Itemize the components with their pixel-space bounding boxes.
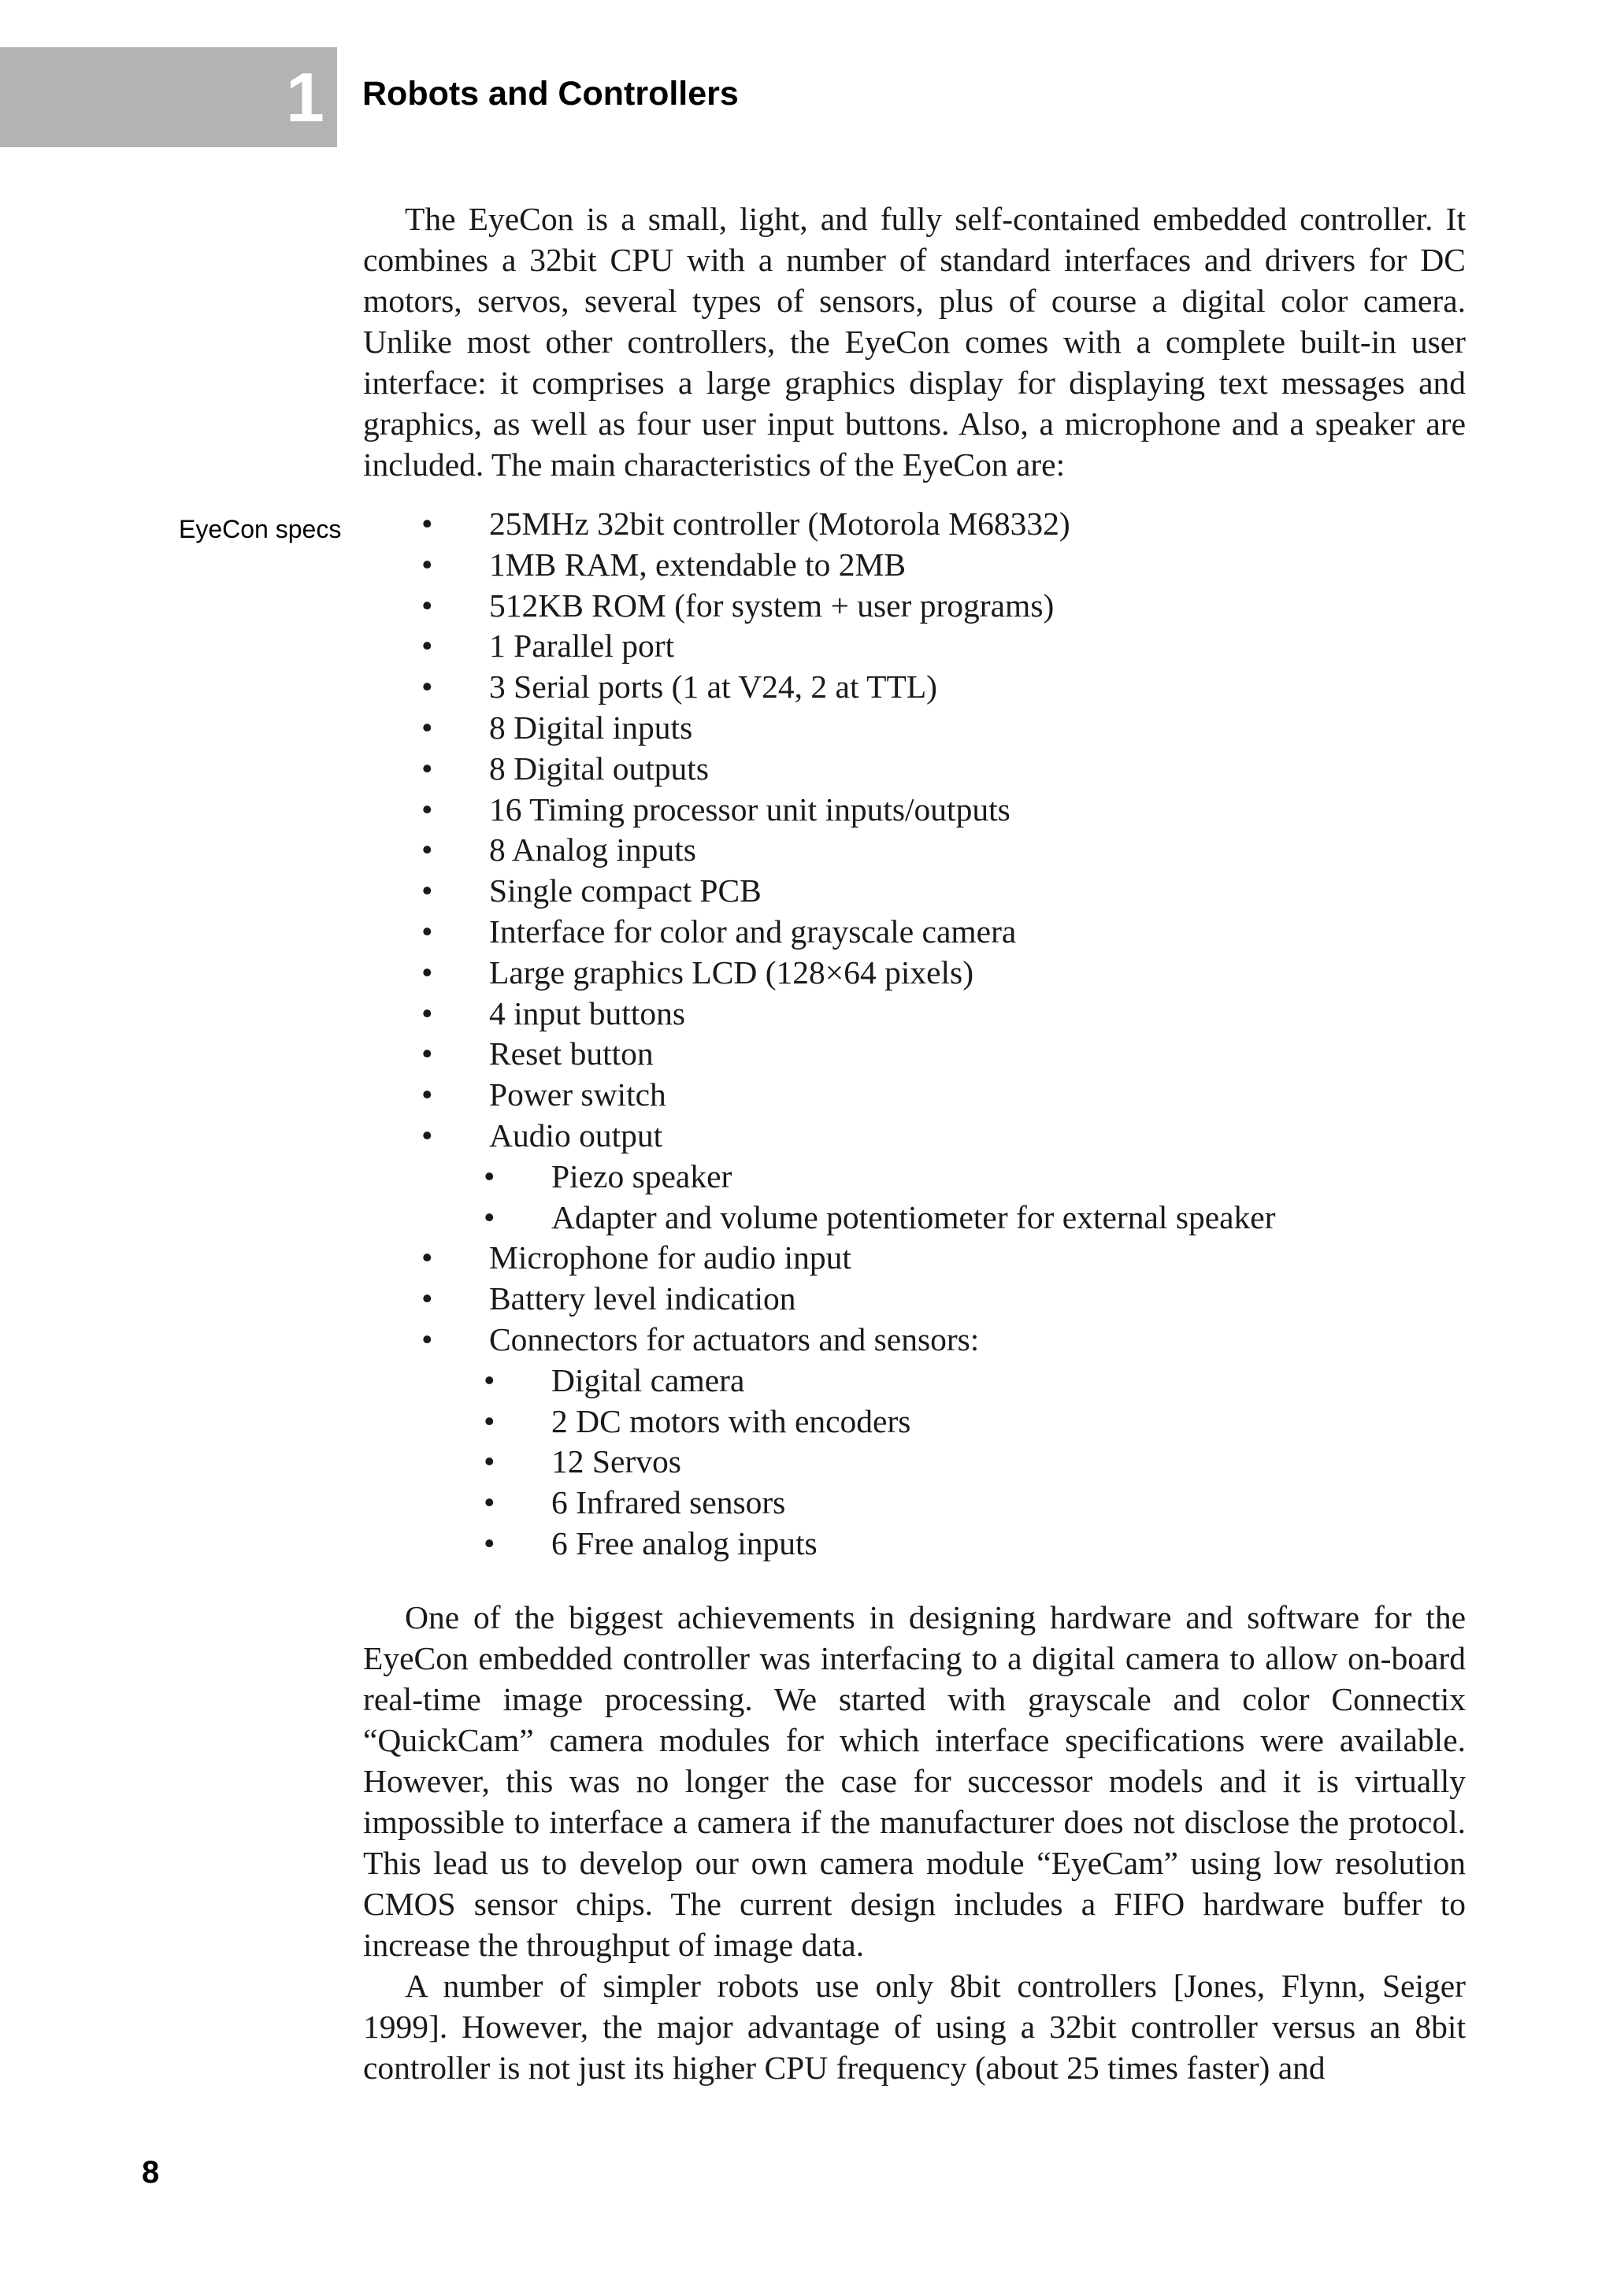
bullet: •	[421, 913, 433, 950]
spec-item: • Large graphics LCD (128×64 pixels)	[421, 953, 1445, 994]
page-number: 8	[142, 2155, 160, 2190]
spec-subitem: • Adapter and volume potentiometer for external speaker	[421, 1198, 1445, 1239]
bullet: •	[421, 668, 433, 705]
bullet: •	[484, 1198, 495, 1235]
bullet: •	[421, 831, 433, 868]
spec-item: • 16 Timing processor unit inputs/outputs	[421, 790, 1445, 831]
spec-item: • 8 Analog inputs	[421, 830, 1445, 871]
spec-item: • 8 Digital inputs	[421, 708, 1445, 749]
bullet: •	[421, 1117, 433, 1154]
bullet: •	[421, 994, 433, 1031]
spec-item: • 1MB RAM, extendable to 2MB	[421, 545, 1445, 586]
spec-subitem: • 12 Servos	[421, 1442, 1445, 1483]
bullet: •	[421, 709, 433, 746]
bullet: •	[421, 628, 433, 665]
chapter-title: Robots and Controllers	[362, 75, 739, 113]
chapter-tab	[0, 47, 337, 147]
intro-paragraph: The EyeCon is a small, light, and fully self-contained embedded controller. It combines a 32bit CPU with a number of standard interfaces and drivers for DC motors, servos, several types of sensors, plus of course a digital color camera. Unlike most other controllers, the EyeCon comes with a complete built-in user interface: it comprises a large graphics display for displaying text messages and graphics, as well as four user input buttons. Also, a microphone and a speaker are included. The main characteristics of the EyeCon are:	[363, 201, 1466, 483]
spec-item: • Reset button	[421, 1034, 1445, 1075]
bullet: •	[421, 546, 433, 583]
bullet: •	[484, 1443, 495, 1480]
spec-subitem: • 2 DC motors with encoders	[421, 1402, 1445, 1442]
spec-subitem: • 6 Free analog inputs	[421, 1524, 1445, 1565]
bullet: •	[421, 872, 433, 909]
bullet: •	[484, 1402, 495, 1439]
bullet: •	[421, 1076, 433, 1113]
margin-note: EyeCon specs	[179, 515, 342, 543]
spec-subitem: • Piezo speaker	[421, 1157, 1445, 1198]
spec-item: • 3 Serial ports (1 at V24, 2 at TTL)	[421, 667, 1445, 708]
spec-subitem: • 6 Infrared sensors	[421, 1483, 1445, 1524]
bullet: •	[421, 505, 433, 542]
spec-item: • Audio output	[421, 1116, 1445, 1157]
bullet: •	[421, 954, 433, 991]
bullet: •	[421, 1035, 433, 1072]
spec-item: • Power switch	[421, 1075, 1445, 1116]
spec-item: • 1 Parallel port	[421, 626, 1445, 667]
body-paragraph-camera: One of the biggest achievements in designing hardware and software for the EyeCon embedded controller was interfacing to a digital camera to allow on-board real-time image processing. We started with grayscale and color Connectix “QuickCam” camera modules for which interface specifications were available. However, this was no longer the case for successor models and it is virtually impossible to interface a camera if the manufacturer does not disclose the protocol. This lead us to develop our own camera module “EyeCam” using low resolution CMOS sensor chips. The current design includes a FIFO hardware buffer to increase the throughput of image data.	[363, 1599, 1466, 1963]
body-section	[363, 1597, 1466, 2088]
spec-item: • Microphone for audio input	[421, 1238, 1445, 1279]
spec-item: • 512KB ROM (for system + user programs)	[421, 586, 1445, 627]
bullet: •	[484, 1484, 495, 1521]
bullet: •	[484, 1361, 495, 1398]
bullet: •	[421, 1239, 433, 1276]
spec-item: • 4 input buttons	[421, 994, 1445, 1035]
body-paragraph-controllers: A number of simpler robots use only 8bit controllers [Jones, Flynn, Seiger 1999]. However, the major advantage of using a 32bit controller versus an 8bit controller is not just its higher CPU frequency (about 25 times faster) and	[363, 1968, 1466, 2086]
spec-item: • Single compact PCB	[421, 871, 1445, 912]
bullet: •	[421, 791, 433, 828]
bullet: •	[421, 1280, 433, 1317]
spec-item: • 8 Digital outputs	[421, 749, 1445, 790]
chapter-number: 1	[286, 58, 324, 136]
bullet: •	[421, 1320, 433, 1357]
bullet: •	[421, 750, 433, 787]
bullet: •	[421, 587, 433, 624]
spec-item: • Interface for color and grayscale camera	[421, 912, 1445, 953]
spec-item: • Battery level indication	[421, 1279, 1445, 1320]
bullet: •	[484, 1157, 495, 1194]
spec-item: • 25MHz 32bit controller (Motorola M68332)	[421, 504, 1445, 545]
spec-list	[421, 504, 1445, 1565]
spec-item: • Connectors for actuators and sensors:	[421, 1320, 1445, 1361]
spec-subitem: • Digital camera	[421, 1361, 1445, 1402]
intro-section	[363, 198, 1466, 485]
bullet: •	[484, 1524, 495, 1561]
